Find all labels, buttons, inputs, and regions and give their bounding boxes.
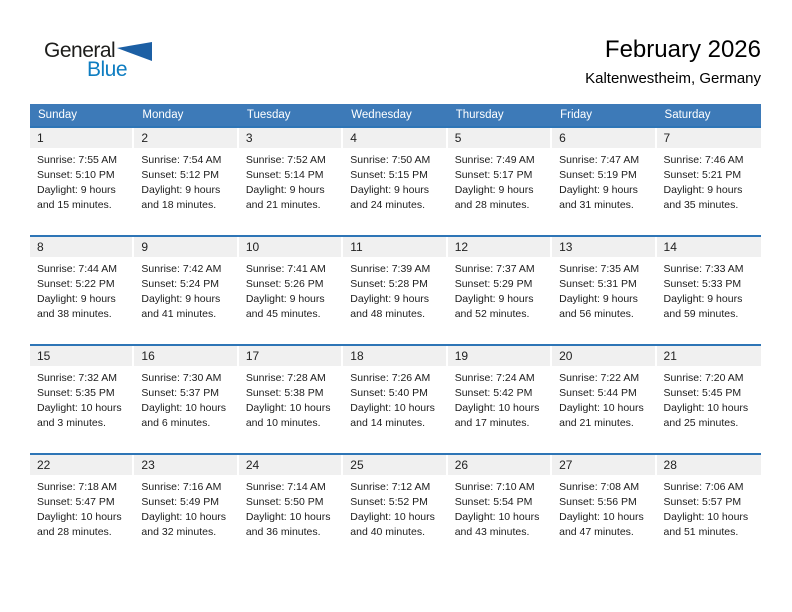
- calendar-header: [585, 36, 761, 89]
- weekday-saturday: Saturday: [664, 109, 711, 121]
- day-details: [552, 148, 656, 213]
- day-number: 1: [30, 128, 132, 148]
- calendar-day-cell: [134, 455, 238, 562]
- weekday-header-row: [30, 104, 761, 126]
- daylight-text: Daylight: 9 hours and 52 minutes.: [454, 293, 534, 320]
- weekday-monday: Monday: [142, 109, 184, 121]
- daylight-text: Daylight: 10 hours and 21 minutes.: [559, 402, 644, 429]
- sunset-text: Sunset: 5:56 PM: [559, 496, 637, 508]
- sunset-text: Sunset: 5:17 PM: [454, 169, 533, 181]
- weekday-tuesday: Tuesday: [246, 109, 291, 121]
- sunrise-text: Sunrise: 7:08 AM: [559, 481, 640, 493]
- daylight-text: Daylight: 9 hours and 59 minutes.: [663, 293, 743, 320]
- daylight-text: Daylight: 10 hours and 40 minutes.: [350, 511, 435, 538]
- sunrise-text: Sunrise: 7:22 AM: [559, 372, 640, 384]
- sunset-text: Sunset: 5:12 PM: [141, 169, 220, 181]
- sunrise-text: Sunrise: 7:33 AM: [663, 263, 744, 275]
- sunrise-text: Sunrise: 7:20 AM: [663, 372, 744, 384]
- sunset-text: Sunset: 5:24 PM: [141, 278, 220, 290]
- day-number: 4: [343, 128, 445, 148]
- sunrise-text: Sunrise: 7:10 AM: [454, 481, 535, 493]
- sunrise-text: Sunrise: 7:28 AM: [245, 372, 326, 384]
- calendar-day-cell: [657, 346, 761, 453]
- sunrise-text: Sunrise: 7:52 AM: [245, 154, 326, 166]
- sunrise-text: Sunrise: 7:37 AM: [454, 263, 535, 275]
- sunrise-text: Sunrise: 7:26 AM: [350, 372, 431, 384]
- sunset-text: Sunset: 5:35 PM: [37, 387, 115, 399]
- calendar-day-cell: [343, 346, 447, 453]
- sunrise-text: Sunrise: 7:12 AM: [350, 481, 431, 493]
- sunrise-text: Sunrise: 7:18 AM: [37, 481, 117, 493]
- daylight-text: Daylight: 10 hours and 36 minutes.: [245, 511, 331, 538]
- sunrise-text: Sunrise: 7:54 AM: [141, 154, 222, 166]
- sunrise-text: Sunrise: 7:24 AM: [454, 372, 535, 384]
- sunrise-text: Sunrise: 7:50 AM: [350, 154, 431, 166]
- daylight-text: Daylight: 9 hours and 18 minutes.: [141, 184, 221, 211]
- day-details: [343, 257, 447, 322]
- day-number: 11: [343, 237, 445, 257]
- logo-text-blue: Blue: [87, 58, 128, 81]
- sunset-text: Sunset: 5:49 PM: [141, 496, 220, 508]
- week-row-4: [30, 453, 761, 562]
- daylight-text: Daylight: 9 hours and 41 minutes.: [141, 293, 221, 320]
- day-number: 27: [552, 455, 654, 475]
- sunset-text: Sunset: 5:10 PM: [37, 169, 115, 181]
- day-details: [657, 475, 761, 540]
- daylight-text: Daylight: 10 hours and 32 minutes.: [141, 511, 227, 538]
- calendar-day-cell: [239, 346, 343, 453]
- weekday-sunday: Sunday: [38, 109, 78, 121]
- day-number: 9: [134, 237, 236, 257]
- sunset-text: Sunset: 5:15 PM: [350, 169, 428, 181]
- day-details: [239, 148, 343, 213]
- day-number: 17: [239, 346, 341, 366]
- daylight-text: Daylight: 10 hours and 10 minutes.: [245, 402, 331, 429]
- day-number: 13: [552, 237, 654, 257]
- sunrise-text: Sunrise: 7:41 AM: [245, 263, 326, 275]
- sunrise-text: Sunrise: 7:46 AM: [663, 154, 744, 166]
- day-details: [239, 257, 343, 322]
- calendar-day-cell: [239, 455, 343, 562]
- sunset-text: Sunset: 5:45 PM: [663, 387, 742, 399]
- sunset-text: Sunset: 5:50 PM: [245, 496, 324, 508]
- day-number: 23: [134, 455, 236, 475]
- calendar-day-cell: [448, 128, 552, 235]
- calendar-day-cell: [30, 455, 134, 562]
- sunset-text: Sunset: 5:44 PM: [559, 387, 637, 399]
- sunrise-text: Sunrise: 7:42 AM: [141, 263, 222, 275]
- day-number: 22: [30, 455, 132, 475]
- calendar-day-cell: [239, 237, 343, 344]
- day-number: 18: [343, 346, 445, 366]
- day-number: 21: [657, 346, 761, 366]
- daylight-text: Daylight: 9 hours and 21 minutes.: [245, 184, 325, 211]
- calendar-day-cell: [657, 237, 761, 344]
- sunset-text: Sunset: 5:28 PM: [350, 278, 428, 290]
- sunset-text: Sunset: 5:19 PM: [559, 169, 637, 181]
- calendar-day-cell: [552, 237, 656, 344]
- sunrise-text: Sunrise: 7:55 AM: [37, 154, 117, 166]
- day-number: 3: [239, 128, 341, 148]
- daylight-text: Daylight: 9 hours and 56 minutes.: [559, 293, 638, 320]
- daylight-text: Daylight: 10 hours and 3 minutes.: [37, 402, 122, 429]
- daylight-text: Daylight: 10 hours and 47 minutes.: [559, 511, 644, 538]
- day-details: [657, 148, 761, 213]
- daylight-text: Daylight: 9 hours and 15 minutes.: [37, 184, 116, 211]
- sunrise-text: Sunrise: 7:14 AM: [245, 481, 326, 493]
- day-number: 12: [448, 237, 550, 257]
- sunset-text: Sunset: 5:47 PM: [37, 496, 115, 508]
- sunset-text: Sunset: 5:14 PM: [245, 169, 324, 181]
- day-details: [30, 475, 134, 540]
- daylight-text: Daylight: 9 hours and 28 minutes.: [454, 184, 534, 211]
- day-number: 25: [343, 455, 445, 475]
- day-number: 24: [239, 455, 341, 475]
- general-blue-logo: [44, 39, 152, 81]
- day-number: 15: [30, 346, 132, 366]
- calendar-day-cell: [343, 455, 447, 562]
- sunset-text: Sunset: 5:40 PM: [350, 387, 428, 399]
- page-title: February 2026: [604, 36, 761, 63]
- calendar-day-cell: [30, 346, 134, 453]
- day-number: 14: [657, 237, 761, 257]
- sunset-text: Sunset: 5:57 PM: [663, 496, 742, 508]
- day-number: 20: [552, 346, 654, 366]
- day-details: [448, 475, 552, 540]
- day-details: [657, 366, 761, 431]
- day-details: [134, 257, 238, 322]
- sunset-text: Sunset: 5:33 PM: [663, 278, 742, 290]
- daylight-text: Daylight: 10 hours and 28 minutes.: [37, 511, 122, 538]
- day-details: [657, 257, 761, 322]
- day-details: [552, 475, 656, 540]
- sunrise-text: Sunrise: 7:44 AM: [37, 263, 117, 275]
- daylight-text: Daylight: 10 hours and 25 minutes.: [663, 402, 749, 429]
- sunset-text: Sunset: 5:31 PM: [559, 278, 637, 290]
- sunrise-text: Sunrise: 7:32 AM: [37, 372, 117, 384]
- day-number: 8: [30, 237, 132, 257]
- week-row-1: [30, 126, 761, 235]
- calendar-day-cell: [134, 237, 238, 344]
- calendar-day-cell: [552, 455, 656, 562]
- day-number: 19: [448, 346, 550, 366]
- sunset-text: Sunset: 5:26 PM: [245, 278, 324, 290]
- sunrise-text: Sunrise: 7:47 AM: [559, 154, 640, 166]
- sunset-text: Sunset: 5:54 PM: [454, 496, 533, 508]
- day-details: [30, 366, 134, 431]
- calendar-day-cell: [134, 346, 238, 453]
- day-details: [343, 366, 447, 431]
- sunset-text: Sunset: 5:38 PM: [245, 387, 324, 399]
- weekday-wednesday: Wednesday: [351, 109, 412, 121]
- sunrise-text: Sunrise: 7:16 AM: [141, 481, 222, 493]
- daylight-text: Daylight: 9 hours and 45 minutes.: [245, 293, 325, 320]
- day-details: [552, 366, 656, 431]
- week-row-2: [30, 235, 761, 344]
- day-details: [134, 366, 238, 431]
- calendar-day-cell: [343, 128, 447, 235]
- day-number: 5: [448, 128, 550, 148]
- day-details: [448, 257, 552, 322]
- calendar-day-cell: [552, 128, 656, 235]
- day-details: [552, 257, 656, 322]
- calendar-day-cell: [343, 237, 447, 344]
- day-number: 6: [552, 128, 654, 148]
- day-number: 7: [657, 128, 761, 148]
- sunrise-text: Sunrise: 7:35 AM: [559, 263, 640, 275]
- page-subtitle: Kaltenwestheim, Germany: [585, 70, 761, 87]
- daylight-text: Daylight: 10 hours and 51 minutes.: [663, 511, 749, 538]
- day-details: [30, 257, 134, 322]
- daylight-text: Daylight: 9 hours and 35 minutes.: [663, 184, 743, 211]
- calendar-table: [30, 104, 761, 562]
- day-details: [343, 475, 447, 540]
- week-row-3: [30, 344, 761, 453]
- sunset-text: Sunset: 5:52 PM: [350, 496, 428, 508]
- daylight-text: Daylight: 9 hours and 38 minutes.: [37, 293, 116, 320]
- daylight-text: Daylight: 10 hours and 6 minutes.: [141, 402, 227, 429]
- sunrise-text: Sunrise: 7:39 AM: [350, 263, 431, 275]
- calendar-day-cell: [239, 128, 343, 235]
- logo-text-general: General: [44, 39, 116, 62]
- day-number: 10: [239, 237, 341, 257]
- day-number: 2: [134, 128, 236, 148]
- calendar-day-cell: [30, 237, 134, 344]
- daylight-text: Daylight: 9 hours and 48 minutes.: [350, 293, 430, 320]
- sunset-text: Sunset: 5:21 PM: [663, 169, 742, 181]
- daylight-text: Daylight: 9 hours and 31 minutes.: [559, 184, 638, 211]
- calendar-day-cell: [134, 128, 238, 235]
- daylight-text: Daylight: 10 hours and 43 minutes.: [454, 511, 540, 538]
- sunset-text: Sunset: 5:42 PM: [454, 387, 533, 399]
- day-details: [239, 366, 343, 431]
- day-number: 28: [657, 455, 761, 475]
- day-details: [134, 475, 238, 540]
- calendar-day-cell: [657, 455, 761, 562]
- sunset-text: Sunset: 5:37 PM: [141, 387, 220, 399]
- day-details: [448, 148, 552, 213]
- day-details: [30, 148, 134, 213]
- calendar-day-cell: [448, 237, 552, 344]
- day-details: [343, 148, 447, 213]
- daylight-text: Daylight: 9 hours and 24 minutes.: [350, 184, 430, 211]
- calendar-day-cell: [657, 128, 761, 235]
- day-details: [448, 366, 552, 431]
- sunset-text: Sunset: 5:22 PM: [37, 278, 115, 290]
- sunrise-text: Sunrise: 7:49 AM: [454, 154, 535, 166]
- day-details: [239, 475, 343, 540]
- day-number: 16: [134, 346, 236, 366]
- sunrise-text: Sunrise: 7:30 AM: [141, 372, 222, 384]
- calendar-day-cell: [552, 346, 656, 453]
- weekday-friday: Friday: [560, 109, 593, 121]
- calendar-day-cell: [30, 128, 134, 235]
- daylight-text: Daylight: 10 hours and 17 minutes.: [454, 402, 540, 429]
- weekday-thursday: Thursday: [455, 109, 504, 121]
- day-number: 26: [448, 455, 550, 475]
- sunrise-text: Sunrise: 7:06 AM: [663, 481, 744, 493]
- daylight-text: Daylight: 10 hours and 14 minutes.: [350, 402, 435, 429]
- calendar-day-cell: [448, 455, 552, 562]
- day-details: [134, 148, 238, 213]
- sunset-text: Sunset: 5:29 PM: [454, 278, 533, 290]
- calendar-day-cell: [448, 346, 552, 453]
